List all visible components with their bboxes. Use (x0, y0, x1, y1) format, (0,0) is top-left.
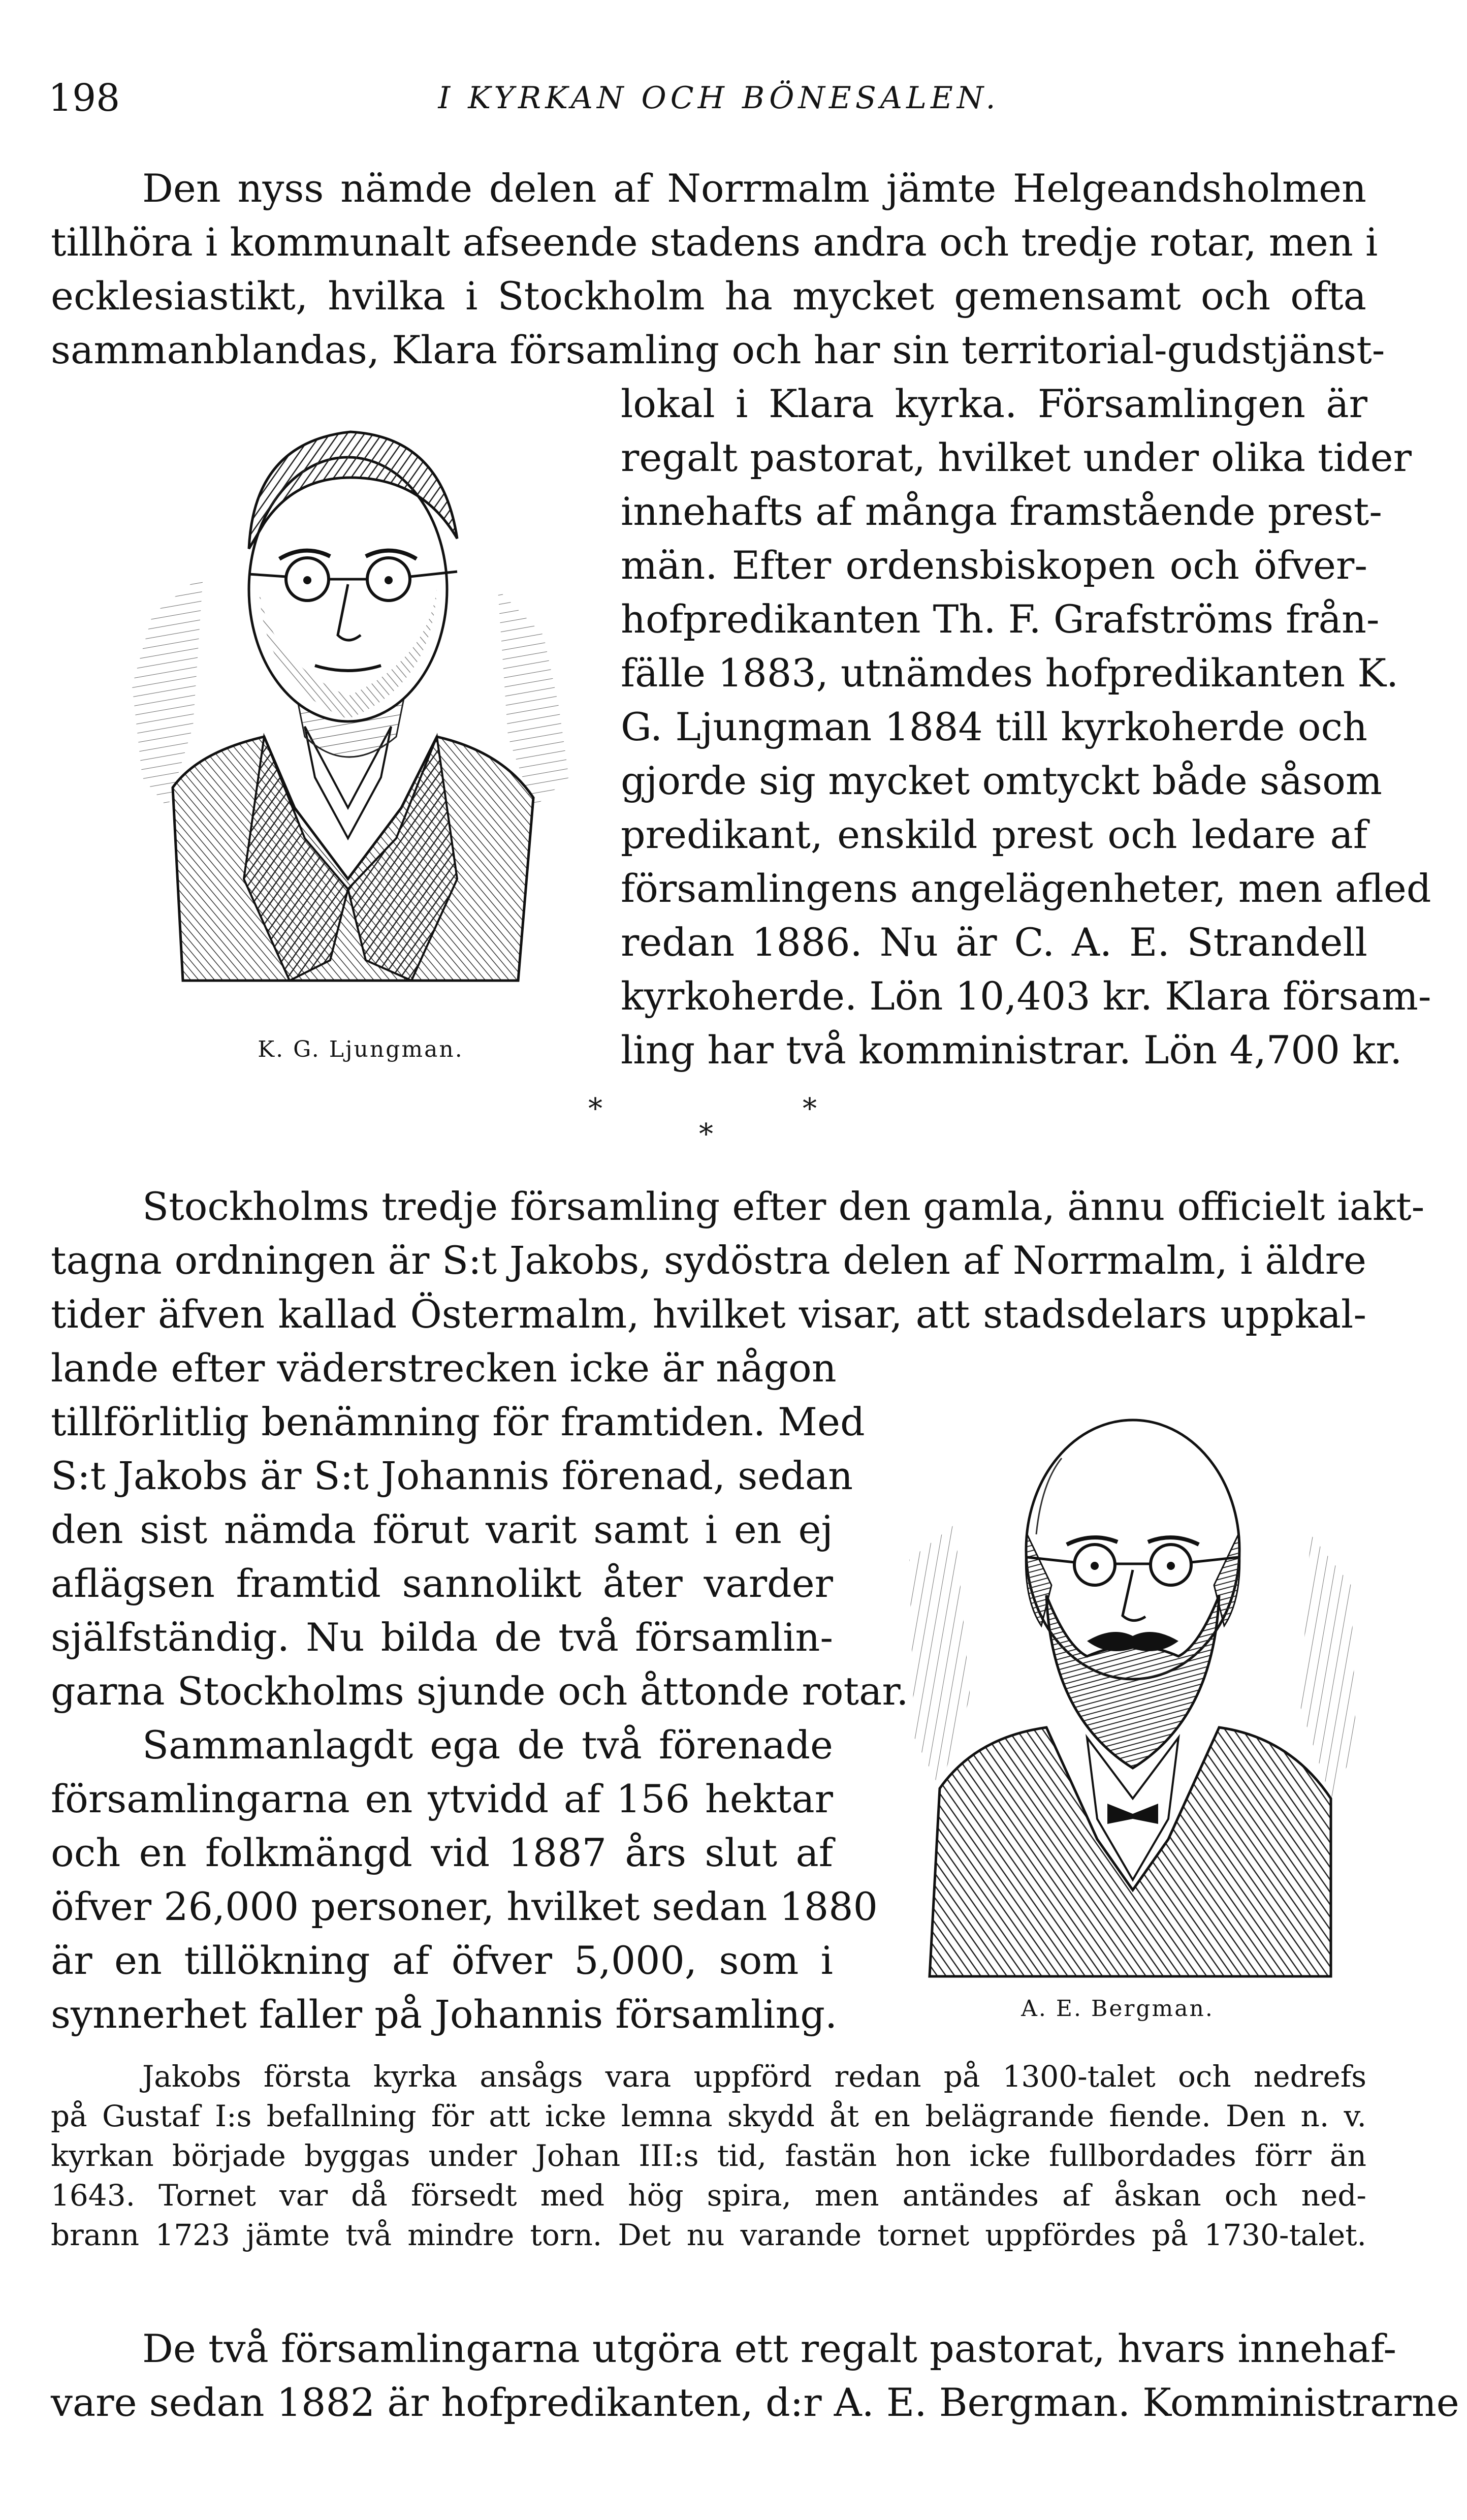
section-separator: * (803, 1092, 817, 1125)
text-line: kyrkan började byggas under Johan III:s tid, fastän hon icke fullbordades förr än (51, 2138, 1366, 2173)
text-line: redan 1886. Nu är C. A. E. Strandell (621, 920, 1367, 965)
text-line: innehafts af många framstående prest- (621, 489, 1382, 534)
text-line: aflägsen framtid sannolikt åter varder (51, 1561, 833, 1606)
page-header (48, 76, 1389, 132)
paragraph-3-wrap (51, 1718, 878, 2041)
section-separator: * (588, 1092, 602, 1125)
section-separator: * (699, 1118, 713, 1151)
text-line: brann 1723 jämte två mindre torn. Det nu varande tornet uppfördes på 1730-talet. (51, 2218, 1366, 2252)
text-line: hofpredikanten Th. F. Grafströms från- (621, 596, 1380, 642)
paragraph-4 (51, 2322, 1459, 2430)
text-line: regalt pastorat, hvilket under olika tider (621, 435, 1412, 480)
text-line: Den nyss nämde delen af Norrmalm jämte Helgeandsholmen (142, 166, 1366, 211)
text-line: Jakobs första kyrka ansågs vara uppförd redan på 1300-talet och nedrefs (142, 2059, 1366, 2094)
portrait-bergman-engraving (894, 1382, 1366, 1981)
text-line: själfständig. Nu bilda de två församlin- (51, 1615, 833, 1660)
text-line: tider äfven kallad Östermalm, hvilket visar, att stadsdelars uppkal- (51, 1292, 1366, 1337)
text-line: tillhöra i kommunalt afseende stadens andra och tredje rotar, men i (51, 219, 1378, 265)
text-line: män. Efter ordensbiskopen och öfver- (621, 543, 1367, 588)
text-line: 1643. Tornet var då försedt med hög spira, men antändes af åskan och ned- (51, 2178, 1366, 2213)
text-line: församlingarna en ytvidd af 156 hektar (51, 1776, 833, 1821)
paragraph-1 (51, 162, 1385, 377)
text-line: församlingens angelägenheter, men afled (621, 866, 1431, 911)
text-line: vare sedan 1882 är hofpredikanten, d:r A. E. Bergman. Komministrarne (51, 2380, 1459, 2425)
text-line: S:t Jakobs är S:t Johannis förenad, sedan (51, 1453, 853, 1498)
text-line: gjorde sig mycket omtyckt både såsom (621, 758, 1382, 803)
text-line: tagna ordningen är S:t Jakobs, sydöstra delen af Norrmalm, i äldre (51, 1238, 1366, 1283)
text-line: lokal i Klara kyrka. Församlingen är (621, 381, 1367, 426)
text-line: och en folkmängd vid 1887 års slut af (51, 1830, 833, 1875)
text-line: sammanblandas, Klara församling och har sin territorial-gudstjänst- (51, 327, 1385, 372)
paragraph-2-wrap (51, 1341, 909, 1718)
text-line: predikant, enskild prest och ledare af (621, 812, 1367, 857)
paragraph-2 (51, 1180, 1425, 1341)
text-line: De två församlingarna utgöra ett regalt pastorat, hvars innehaf- (142, 2326, 1397, 2371)
portrait-caption: K. G. Ljungman. (258, 1036, 464, 1062)
running-head: I KYRKAN OCH BÖNESALEN. (438, 80, 1000, 116)
text-line: öfver 26,000 personer, hvilket sedan 1880 (51, 1884, 878, 1929)
text-line: G. Ljungman 1884 till kyrkoherde och (621, 704, 1367, 749)
text-line: kyrkoherde. Lön 10,403 kr. Klara försam- (621, 973, 1431, 1019)
portrait-ljungman-engraving (112, 422, 584, 1006)
paragraph-1-wrap (621, 377, 1431, 1077)
text-line: tillförlitlig benämning för framtiden. Med (51, 1399, 865, 1444)
text-line: den sist nämda förut varit samt i en ej (51, 1507, 833, 1552)
portrait-caption: A. E. Bergman. (1021, 1996, 1214, 2022)
text-line: ling har två komministrar. Lön 4,700 kr. (621, 1027, 1402, 1073)
text-line: ecklesiastikt, hvilka i Stockholm ha mycket gemensamt och ofta (51, 273, 1366, 319)
text-line: är en tillökning af öfver 5,000, som i (51, 1938, 833, 1983)
text-line: Sammanlagdt ega de två förenade (142, 1722, 833, 1768)
text-line: på Gustaf I:s befallning för att icke lemna skydd åt en belägrande fiende. Den n. v. (51, 2099, 1366, 2133)
text-line: fälle 1883, utnämdes hofpredikanten K. (621, 650, 1399, 696)
text-line: garna Stockholms sjunde och åttonde rotar. (51, 1668, 909, 1714)
small-print-paragraph (51, 2057, 1366, 2255)
page-number: 198 (48, 76, 120, 120)
text-line: Stockholms tredje församling efter den gamla, ännu officielt iakt- (142, 1184, 1425, 1229)
text-line: synnerhet faller på Johannis församling. (51, 1992, 838, 2037)
text-line: lande efter väderstrecken icke är någon (51, 1345, 837, 1391)
